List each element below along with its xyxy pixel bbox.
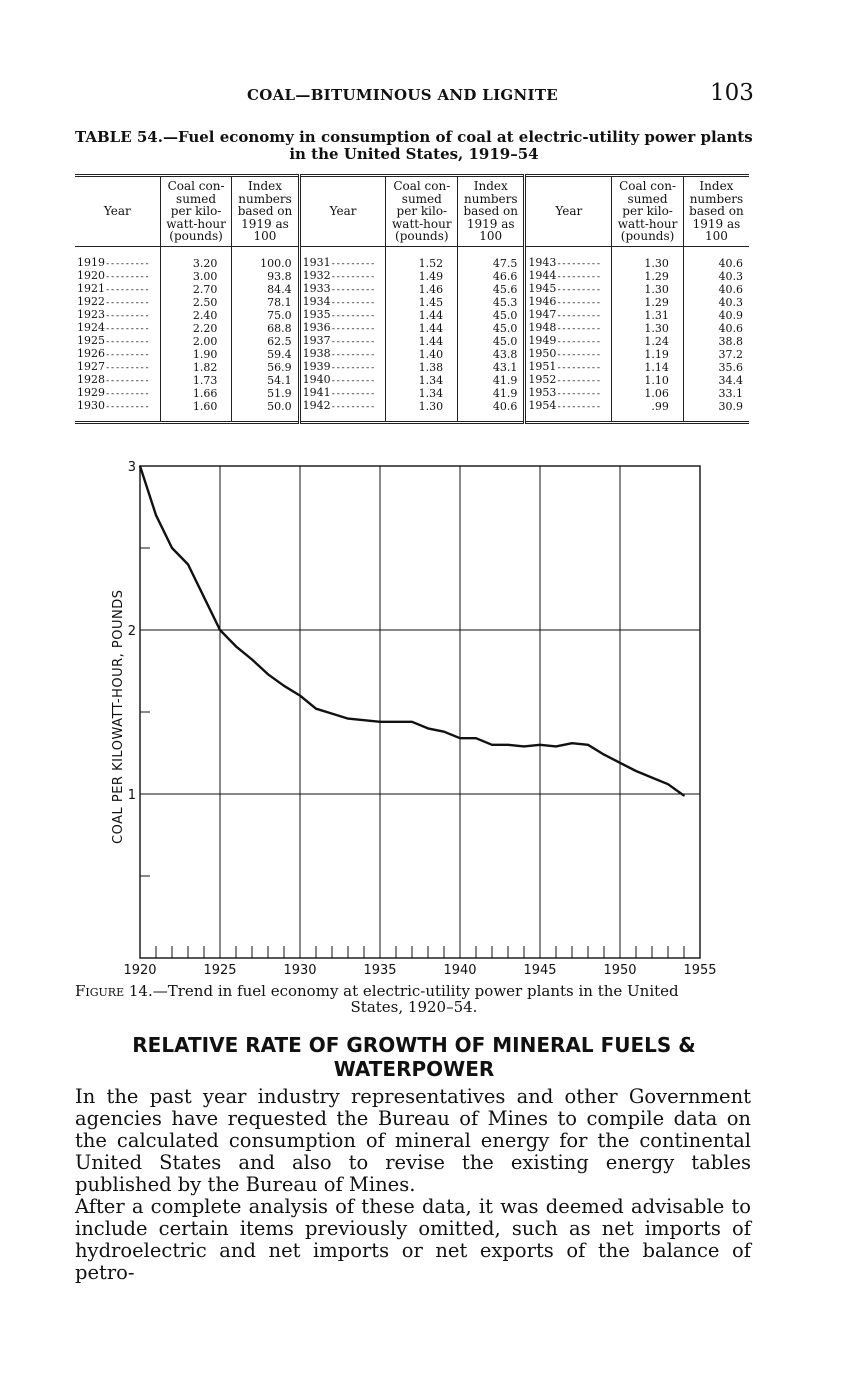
coal-cell: 1.66 — [160, 387, 232, 400]
index-cell: 56.9 — [232, 361, 299, 374]
index-cell: 84.4 — [232, 283, 299, 296]
dot-leader: --------- — [105, 323, 150, 334]
dot-leader: --------- — [556, 362, 601, 373]
y-tick-label: 2 — [127, 624, 136, 639]
year-value: 1930 — [77, 398, 105, 412]
dot-leader: --------- — [556, 271, 601, 282]
dot-leader: --------- — [105, 297, 150, 308]
dot-leader: --------- — [105, 401, 150, 412]
table-title — [75, 129, 753, 163]
year-value: 1922 — [77, 294, 105, 308]
coal-cell: 1.73 — [160, 374, 232, 387]
figure-label: Figure 14. — [75, 982, 153, 1000]
index-cell: 43.8 — [458, 348, 525, 361]
table-title-line2: in the United States, 1919–54 — [289, 145, 539, 163]
coal-cell: 1.49 — [386, 270, 458, 283]
y-tick-label: 1 — [127, 788, 136, 803]
header-year: Year — [75, 176, 160, 247]
index-cell: 38.8 — [718, 334, 743, 348]
coal-cell: 1.10 — [612, 374, 684, 387]
running-head: COAL—BITUMINOUS AND LIGNITE — [247, 86, 559, 104]
coal-per-kwh-line — [140, 466, 684, 796]
index-cell: 43.1 — [458, 361, 525, 374]
coal-cell: 1.14 — [612, 361, 684, 374]
dot-leader: --------- — [330, 323, 375, 334]
data-point — [379, 721, 381, 723]
dot-leader: --------- — [556, 401, 601, 412]
figure-caption-line2: States, 1920–54. — [350, 998, 478, 1016]
body-paragraph-2 — [75, 1196, 751, 1284]
coal-cell: 1.30 — [612, 283, 684, 296]
data-point — [619, 762, 621, 764]
index-cell: 59.4 — [232, 348, 299, 361]
coal-cell: 3.00 — [160, 270, 232, 283]
header-index-l4: 1919 as — [241, 216, 289, 231]
header-coal-l2: sumed — [401, 191, 442, 206]
coal-cell: 1.60 — [160, 400, 232, 423]
dot-leader: --------- — [105, 284, 150, 295]
coal-cell: 1.44 — [386, 309, 458, 322]
table-body — [75, 246, 749, 422]
dot-leader: --------- — [330, 401, 375, 412]
coal-cell: 1.31 — [612, 309, 684, 322]
header-coal — [386, 176, 458, 247]
year-value: 1932 — [302, 268, 331, 282]
year-value: 1928 — [77, 372, 105, 386]
data-point — [267, 673, 269, 675]
year-value: 1944 — [528, 268, 557, 282]
dot-leader: --------- — [330, 375, 375, 386]
header-coal-l4: watt-hour — [617, 216, 678, 231]
data-point — [395, 721, 397, 723]
coal-cell: 2.00 — [160, 335, 232, 348]
header-index-l2: numbers — [463, 191, 518, 206]
data-point — [587, 744, 589, 746]
x-tick-label: 1935 — [363, 963, 397, 978]
header-index-l1: Index — [699, 179, 734, 193]
year-value: 1923 — [77, 307, 105, 321]
chart-series — [139, 465, 685, 796]
index-cell: 93.8 — [232, 270, 299, 283]
dot-leader: --------- — [105, 310, 150, 321]
coal-cell: 1.30 — [612, 322, 684, 335]
coal-cell: 1.90 — [160, 348, 232, 361]
y-axis-label: COAL PER KILOWATT-HOUR, POUNDS — [111, 589, 126, 844]
paragraph-text: In the past year industry representatives and other Government agencies have requested the Bureau of Mines to compile data on the calculated consumption of mineral energy for the continental United States and also to revise the existing energy tables published by the Bureau of Mines. — [75, 1085, 751, 1196]
data-point — [139, 465, 141, 467]
header-index-l2: numbers — [238, 191, 292, 206]
header-index — [458, 176, 525, 247]
coal-cell: .99 — [612, 400, 684, 423]
fuel-economy-chart — [100, 458, 740, 978]
header-year: Year — [525, 176, 612, 247]
fuel-economy-table — [75, 174, 749, 424]
dot-leader: --------- — [330, 284, 375, 295]
data-point — [363, 719, 365, 721]
x-tick-label: 1930 — [283, 963, 317, 978]
dot-leader: --------- — [556, 297, 601, 308]
table-row — [75, 309, 749, 322]
data-point — [283, 685, 285, 687]
header-index — [232, 176, 299, 247]
index-cell: 45.3 — [458, 296, 525, 309]
index-cell: 54.1 — [232, 374, 299, 387]
coal-cell: 2.20 — [160, 322, 232, 335]
x-tick-label: 1925 — [203, 963, 237, 978]
year-value: 1938 — [302, 346, 331, 360]
coal-cell: 1.30 — [386, 400, 458, 423]
year-value: 1953 — [528, 385, 557, 399]
dot-leader: --------- — [556, 323, 601, 334]
dot-leader: --------- — [105, 349, 150, 360]
table-row — [75, 361, 749, 374]
data-point — [523, 746, 525, 748]
coal-cell: 2.70 — [160, 283, 232, 296]
index-cell: 34.4 — [718, 373, 743, 387]
header-coal-l1: Coal con- — [167, 179, 225, 193]
chart-y-tick-labels — [128, 460, 136, 803]
header-coal — [612, 176, 684, 247]
index-cell: 100.0 — [232, 246, 299, 270]
year-value: 1920 — [77, 268, 105, 282]
header-coal-l5: (pounds) — [620, 229, 675, 243]
index-cell: 45.0 — [458, 335, 525, 348]
index-cell: 33.1 — [718, 386, 743, 400]
coal-cell: 1.19 — [612, 348, 684, 361]
section-heading: RELATIVE RATE OF GROWTH OF MINERAL FUELS & WATERPOWER — [132, 1033, 696, 1081]
coal-cell: 1.44 — [386, 335, 458, 348]
year-value: 1925 — [77, 333, 105, 347]
table-row — [75, 283, 749, 296]
table-row — [75, 322, 749, 335]
year-value: 1952 — [528, 372, 557, 386]
dot-leader: --------- — [105, 271, 150, 282]
index-cell: 35.6 — [718, 360, 743, 374]
year-value: 1954 — [528, 398, 557, 412]
dot-leader: --------- — [556, 284, 601, 295]
header-index-l3: based on — [463, 204, 519, 218]
index-cell: 51.9 — [232, 387, 299, 400]
coal-cell: 2.50 — [160, 296, 232, 309]
header-index-l5: 100 — [479, 229, 503, 243]
index-cell: 45.0 — [458, 322, 525, 335]
header-index-l5: 100 — [704, 229, 728, 243]
index-cell: 41.9 — [458, 387, 525, 400]
dot-leader: --------- — [105, 362, 150, 373]
table-title-line1: TABLE 54.—Fuel economy in consumption of coal at electric-utility power plants — [75, 128, 753, 146]
data-point — [667, 783, 669, 785]
year-value: 1931 — [302, 255, 331, 269]
header-index-l4: 1919 as — [692, 216, 741, 231]
index-cell: 40.6 — [718, 282, 743, 296]
dot-leader: --------- — [330, 362, 375, 373]
dot-leader: --------- — [556, 349, 601, 360]
table-row — [75, 374, 749, 387]
plot-frame — [140, 466, 700, 958]
coal-cell: 1.44 — [386, 322, 458, 335]
index-cell: 40.9 — [718, 308, 743, 322]
data-point — [507, 744, 509, 746]
year-value: 1951 — [528, 359, 557, 373]
table-row — [75, 335, 749, 348]
data-point — [603, 754, 605, 756]
data-point — [443, 731, 445, 733]
data-point — [251, 659, 253, 661]
header-coal-l3: per kilo- — [396, 204, 448, 218]
data-point — [331, 713, 333, 715]
data-point — [171, 547, 173, 549]
coal-cell: 1.45 — [386, 296, 458, 309]
x-tick-label: 1920 — [123, 963, 157, 978]
dot-leader: --------- — [330, 388, 375, 399]
year-cell — [75, 400, 160, 423]
dot-leader: --------- — [330, 349, 375, 360]
dot-leader: --------- — [105, 258, 150, 269]
coal-cell: 1.52 — [386, 246, 458, 270]
header-index-l3: based on — [689, 204, 744, 218]
year-value: 1933 — [302, 281, 331, 295]
year-value: 1936 — [302, 320, 331, 334]
index-cell: 47.5 — [458, 246, 525, 270]
header-index — [683, 176, 749, 247]
dot-leader: --------- — [556, 375, 601, 386]
data-point — [635, 770, 637, 772]
data-point — [555, 746, 557, 748]
data-point — [187, 564, 189, 566]
figure-caption-line1: —Trend in fuel economy at electric-utility power plants in the United — [152, 982, 679, 1000]
dot-leader: --------- — [556, 336, 601, 347]
dot-leader: --------- — [330, 297, 375, 308]
index-cell: 40.3 — [718, 269, 743, 283]
year-value: 1934 — [302, 294, 331, 308]
data-point — [571, 742, 573, 744]
index-cell: 45.6 — [458, 283, 525, 296]
data-point — [203, 596, 205, 598]
year-value: 1919 — [77, 255, 105, 269]
index-cell: 40.6 — [718, 256, 743, 270]
year-value: 1924 — [77, 320, 105, 334]
coal-cell: 3.20 — [160, 246, 232, 270]
year-cell — [299, 400, 386, 423]
year-value: 1935 — [302, 307, 331, 321]
header-coal-l5: (pounds) — [395, 229, 449, 243]
header-coal-l1: Coal con- — [619, 179, 677, 193]
index-cell: 68.8 — [232, 322, 299, 335]
year-cell — [75, 246, 160, 270]
data-point — [539, 744, 541, 746]
coal-cell: 1.82 — [160, 361, 232, 374]
chart-grid — [140, 466, 700, 958]
year-value: 1949 — [528, 333, 557, 347]
coal-cell: 1.38 — [386, 361, 458, 374]
dot-leader: --------- — [330, 271, 375, 282]
year-value: 1921 — [77, 281, 105, 295]
dot-leader: --------- — [330, 310, 375, 321]
year-value: 1943 — [528, 255, 557, 269]
header-index-l3: based on — [237, 204, 293, 218]
header-coal-l2: sumed — [176, 191, 217, 206]
dot-leader: --------- — [330, 336, 375, 347]
header-coal-l3: per kilo- — [622, 204, 673, 218]
year-value: 1939 — [302, 359, 331, 373]
table-row — [75, 348, 749, 361]
dot-leader: --------- — [556, 310, 601, 321]
table-row — [75, 387, 749, 400]
index-cell: 78.1 — [232, 296, 299, 309]
data-point — [219, 629, 221, 631]
index-cell: 30.9 — [718, 399, 743, 413]
index-cell: 40.3 — [718, 295, 743, 309]
index-cell: 41.9 — [458, 374, 525, 387]
table-row — [75, 246, 749, 270]
index-cell: 40.6 — [718, 321, 743, 335]
x-tick-label: 1950 — [603, 963, 637, 978]
coal-cell: 1.34 — [386, 374, 458, 387]
data-point — [347, 718, 349, 720]
dot-leader: --------- — [556, 258, 601, 269]
data-point — [475, 737, 477, 739]
coal-cell: 1.46 — [386, 283, 458, 296]
header-index-l5: 100 — [253, 229, 277, 243]
dot-leader: --------- — [105, 375, 150, 386]
coal-cell: 1.30 — [612, 246, 684, 270]
dot-leader: --------- — [105, 388, 150, 399]
table-row — [75, 270, 749, 283]
coal-cell: 1.06 — [612, 387, 684, 400]
header-index-l1: Index — [247, 179, 282, 193]
year-value: 1946 — [528, 294, 557, 308]
year-value: 1950 — [528, 346, 557, 360]
data-point — [459, 737, 461, 739]
x-tick-label: 1945 — [523, 963, 557, 978]
header-index-l2: numbers — [689, 191, 744, 206]
index-cell: 37.2 — [718, 347, 743, 361]
year-value: 1947 — [528, 307, 557, 321]
index-cell: 46.6 — [458, 270, 525, 283]
header-index-l4: 1919 as — [466, 216, 515, 231]
header-coal-l3: per kilo- — [170, 204, 222, 218]
table-header — [75, 176, 749, 247]
data-point — [491, 744, 493, 746]
body-paragraph-1 — [75, 1086, 751, 1196]
header-coal-l1: Coal con- — [393, 179, 451, 193]
year-value: 1948 — [528, 320, 557, 334]
dot-leader: --------- — [105, 336, 150, 347]
x-tick-label: 1955 — [683, 963, 717, 978]
year-value: 1927 — [77, 359, 105, 373]
data-point — [155, 514, 157, 516]
index-cell: 50.0 — [232, 400, 299, 423]
year-value: 1929 — [77, 385, 105, 399]
paragraph-text: After a complete analysis of these data, it was deemed advisable to include certain items previously omitted, such as net imports of hydroelectric and net imports or net exports of the balance of petro- — [75, 1195, 751, 1284]
header-coal-l2: sumed — [627, 191, 668, 206]
coal-cell: 1.34 — [386, 387, 458, 400]
page-number: 103 — [710, 80, 754, 106]
dot-leader: --------- — [330, 258, 375, 269]
header-index-l1: Index — [473, 179, 508, 193]
year-value: 1926 — [77, 346, 105, 360]
data-point — [315, 708, 317, 710]
year-value: 1942 — [302, 398, 331, 412]
header-coal — [160, 176, 232, 247]
table-row — [75, 296, 749, 309]
y-tick-label: 3 — [127, 460, 136, 475]
coal-cell: 1.29 — [612, 296, 684, 309]
header-coal-l5: (pounds) — [169, 229, 223, 243]
coal-cell: 1.29 — [612, 270, 684, 283]
data-point — [411, 721, 413, 723]
index-cell: 40.6 — [458, 400, 525, 423]
header-coal-l4: watt-hour — [166, 216, 226, 231]
index-cell: 62.5 — [232, 335, 299, 348]
x-tick-label: 1940 — [443, 963, 477, 978]
coal-cell: 1.24 — [612, 335, 684, 348]
index-cell: 45.0 — [458, 309, 525, 322]
year-cell — [525, 246, 612, 270]
coal-cell: 1.40 — [386, 348, 458, 361]
table-row — [75, 400, 749, 423]
year-value: 1945 — [528, 281, 557, 295]
year-value: 1937 — [302, 333, 331, 347]
data-point — [299, 695, 301, 697]
year-cell — [525, 400, 612, 423]
coal-cell: 2.40 — [160, 309, 232, 322]
header-year: Year — [299, 176, 386, 247]
data-point — [427, 728, 429, 730]
index-cell: 75.0 — [232, 309, 299, 322]
year-value: 1940 — [302, 372, 331, 386]
figure-caption — [75, 983, 753, 1015]
chart-x-tick-labels — [123, 963, 716, 978]
year-cell — [299, 246, 386, 270]
dot-leader: --------- — [556, 388, 601, 399]
header-coal-l4: watt-hour — [392, 216, 452, 231]
data-point — [235, 646, 237, 648]
data-point — [683, 795, 685, 797]
year-value: 1941 — [302, 385, 331, 399]
data-point — [651, 777, 653, 779]
